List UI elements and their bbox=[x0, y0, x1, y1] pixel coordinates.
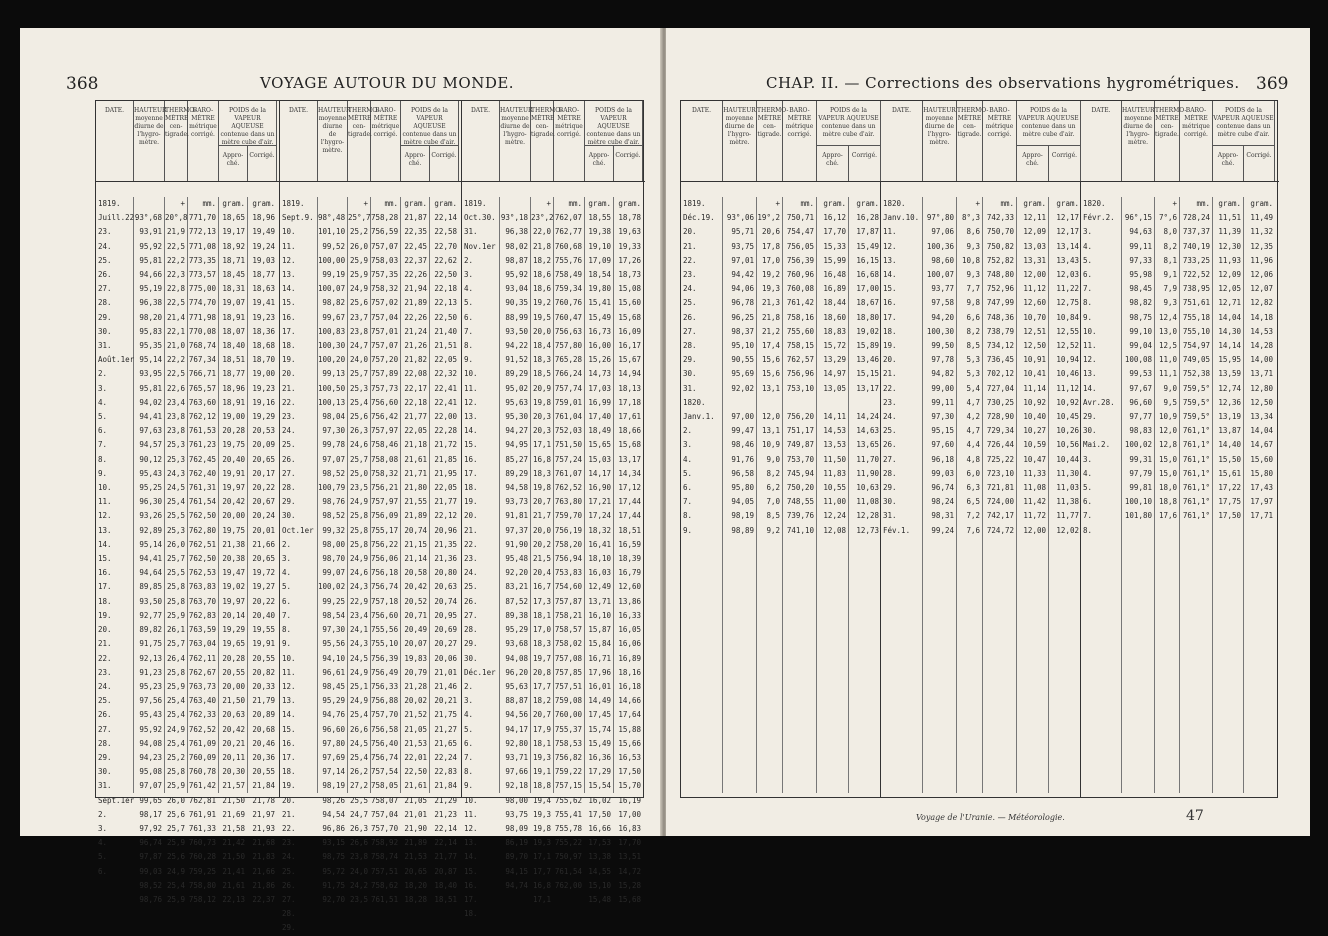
table-block-5 bbox=[881, 101, 1081, 797]
header-hauteur: HAUTEUR moyenne diurne de l'hygro-mètre. bbox=[500, 101, 531, 181]
header-baro: BARO-MÈTRE métrique corrigé. bbox=[188, 101, 219, 181]
column-baro: mm. 750,71 754,47 756,05 756,39 760,96 760,08 761,42 758,16 755,60 758,15 762,57 756,96 753,10 756,20 751,17 749,87 753,70 745,94 750,20 748,55 739,76 741,10 bbox=[783, 197, 817, 793]
column-corrige: gram. 18,96 19,49 19,24 19,03 18,77 18,63 19,41 19,23 18,36 18,68 18,70 19,00 19,23 19,16 19,29 20,53 20,09 20,65 20,17 20,22 20,67 20,24 20,01 21,66 20,65 19,72 19,27 20,22 20,40 19,55 19,91 20,55 20,82 20,33 21,79 20,89 20,68 20,46 20,36 20,55 21,84 21,78 21,97 21,93 21,68 21,83 21,66 21,86 22,37 bbox=[252, 199, 275, 904]
header-baro: BARO-MÈTRE métrique corrigé. bbox=[983, 101, 1017, 181]
signature-mark: 47 bbox=[1186, 808, 1204, 824]
column-baro: mm. 771,70 772,13 771,08 773,35 773,57 775,00 774,70 771,98 770,08 768,74 767,34 766,71 765,57 763,60 762,12 761,53 761,23 762,45 762,40 761,31 761,54 762,50 762,80 762,51 762,50 762,53 763,83 763,70 762,83 763,59 763,04 762,11 762,67 763,73 763,40 762,33 762,52 761,09 760,09 760,78 761,42 762,81 761,91 761,33 760,73 760,28 759,25 758,80 758,12 bbox=[188, 197, 219, 793]
column-thermo: + 20°,8 21,9 22,5 22,2 22,3 22,8 22,5 21,4 22,1 21,0 22,2 22,5 22,6 23,4 23,8 23,8 25,3 25,3 24,3 24,5 25,4 25,5 25,3 26,0 25,7 25,5 25,8 25,8 25,9 26,1 25,7 26,4 25,8 25,9 25,4 25,4 24,9 25,4 25,2 25,8 25,9 26,0 25,6 25,7 25,9 25,6 24,9 25,4 25,9 bbox=[165, 199, 188, 904]
header-baro: BARO-MÈTRE métrique corrigé. bbox=[1180, 101, 1213, 181]
header-thermo: THERMO-MÈTRE cen-tigrade. bbox=[1155, 101, 1180, 181]
header-corrige: Corrigé. bbox=[614, 145, 643, 181]
book-spread bbox=[20, 28, 1310, 933]
column-approx: gram. 16,12 17,70 15,33 15,99 16,48 16,89 18,44 18,60 18,83 15,72 13,29 14,97 13,05 14,11 14,53 13,53 11,50 11,83 10,55 11,00 12,24 12,08 bbox=[817, 197, 849, 793]
left-page-number: 368 bbox=[66, 74, 99, 94]
header-hauteur: HAUTEUR moyenne diurne de l'hygro-mètre. bbox=[1122, 101, 1155, 181]
right-page bbox=[666, 28, 1310, 836]
column-corrige: gram. 22,14 22,58 22,70 22,62 22,50 22,18 22,13 22,50 21,40 21,51 22,05 22,32 22,41 22,41 22,00 22,28 21,72 21,85 21,95 22,05 21,77 22,12 20,96 21,35 21,36 20,80 20,63 20,74 20,95 20,69 20,27 20,06 21,01 21,46 20,21 21,75 21,27 21,65 22,24 22,83 21,84 21,29 21,23 22,14 22,14 21,77 20,87 18,40 18,51 bbox=[434, 199, 457, 904]
header-thermo: THERMO-MÈTRE cen-tigrade. bbox=[165, 101, 188, 181]
header-date: DATE. bbox=[1081, 101, 1122, 181]
table-header bbox=[96, 101, 279, 182]
header-approx: Appro-ché. bbox=[817, 145, 849, 181]
header-thermo: THERMO-MÈTRE cen-tigrade. bbox=[957, 101, 983, 181]
table-block-2 bbox=[280, 101, 462, 933]
header-corrige: Corrigé. bbox=[1049, 145, 1081, 181]
table-header bbox=[462, 101, 645, 182]
header-hauteur: HAUTEUR moyenne diurne de l'hygro-mètre. bbox=[318, 101, 348, 181]
table-block-1 bbox=[96, 101, 280, 904]
table-header bbox=[881, 101, 1080, 182]
column-thermo: + 8°,3 8,6 9,3 10,8 9,3 7,7 9,8 6,6 8,2 8,5 5,3 5,3 5,4 4,7 4,2 4,7 4,4 4,8 6,0 6,3 6,5 7,2 7,6 bbox=[957, 197, 983, 793]
header-thermo: THERMO-MÈTRE cen-tigrade. bbox=[531, 101, 554, 181]
header-poids: POIDS de la VAPEUR AQUEUSE contenue dans un mètre cube d'air. bbox=[401, 101, 459, 145]
header-hauteur: HAUTEUR moyenne diurne de l'hygro-mètre. bbox=[923, 101, 957, 181]
column-dates: 1819. Déc.19. 20. 21. 22. 23. 24. 25. 26. 27. 28. 29. 30. 31. 1820. Janv.1. 2. 3. 4. 5. 6. 7. 8. 9. bbox=[681, 197, 723, 793]
right-table bbox=[680, 100, 1278, 798]
column-approx: gram. 18,65 19,17 18,92 18,71 18,45 18,31 19,07 18,91 18,07 18,40 18,51 18,77 18,96 18,91 19,00 20,28 19,75 20,40 19,91 19,97 20,42 20,00 19,75 21,38 20,38 19,47 19,02 19,97 20,14 19,29 19,65 20,28 20,55 20,00 21,50 20,63 20,42 20,21 20,11 20,30 21,57 21,50 21,69 21,58 21,42 21,50 21,41 21,61 22,13 bbox=[219, 197, 248, 793]
header-baro: BARO-MÈTRE métrique corrigé. bbox=[371, 101, 401, 181]
column-dates: 1820. Janv.10. 11. 12. 13. 14. 15. 16. 17. 18. 19. 20. 21. 22. 23. 24. 25. 26. 27. 28. 29. 30. 31. Fév.1. bbox=[881, 197, 923, 793]
header-date: DATE. bbox=[881, 101, 923, 181]
header-poids: POIDS de la VAPEUR AQUEUSE contenue dans un mètre cube d'air. bbox=[817, 101, 881, 145]
right-page-number: 369 bbox=[1256, 74, 1289, 94]
header-date: DATE. bbox=[462, 101, 500, 181]
column-approx: gram. 12,11 12,09 13,03 13,31 12,00 11,12 12,60 10,70 12,51 12,50 10,91 10,41 11,14 10,92 10,40 10,27 10,59 10,47 11,33 11,08 11,42 11,72 12,00 bbox=[1017, 197, 1049, 793]
header-corrige: Corrigé. bbox=[849, 145, 881, 181]
header-poids: POIDS de la VAPEUR AQUEUSE contenue dans un mètre cube d'air. bbox=[1213, 101, 1275, 145]
header-approx: Appro-ché. bbox=[1017, 145, 1049, 181]
header-poids: POIDS de la VAPEUR AQUEUSE contenue dans un mètre cube d'air. bbox=[585, 101, 643, 145]
column-approx: gram. 11,51 11,39 12,30 11,93 12,09 12,05 12,71 14,04 14,30 14,14 15,95 13,59 12,74 12,36 13,19 13,87 14,40 15,50 15,61 17,22 17,75 17,50 bbox=[1213, 197, 1244, 793]
column-dates: 1819. Sept.9. 10. 11. 12. 13. 14. 15. 16. 17. 18. 19. 20. 21. 22. 23. 24. 25. 26. 27. 28. 29. 30. Oct.1er 2. 3. 4. 5. 6. 7. 8. 9. 10. 11. 12. 13. 14. 15. 16. 17. 18. 19. 20. 21. 22. 23. 24. 25. 26. 27. 28. 29. bbox=[280, 197, 318, 793]
table-block-3 bbox=[462, 101, 645, 919]
column-dates: 1820. Févr.2. 3. 4. 5. 6. 7. 8. 9. 10. 11. 12. 13. 14. Avr.28. 29. 30. Mai.2. 3. 4. 5. 6. 7. 8. bbox=[1081, 197, 1122, 793]
column-dates: 1819. Juill.22. 23. 24. 25. 26. 27. 28. 29. 30. 31. Août.1er 2. 3. 4. 5. 6. 7. 8. 9. 10. 11. 12. 13. 14. 15. 16. 17. 18. 19. 20. 21. 22. 23. 24. 25. 26. 27. 28. 29. 30. 31. Sept.1er 2. 3. 4. 5. 6. bbox=[98, 199, 139, 876]
table-header bbox=[280, 101, 461, 182]
column-corrige: gram. 12,17 12,17 13,14 13,43 12,03 11,22 12,75 10,84 12,55 12,52 10,94 10,46 11,12 10,92 10,45 10,26 10,56 10,44 11,30 11,03 11,38 11,77 12,02 bbox=[1056, 199, 1079, 535]
header-corrige: Corrigé. bbox=[430, 145, 459, 181]
right-running-head: CHAP. II. — Corrections des observations hygrométriques. bbox=[766, 74, 1240, 92]
table-header bbox=[681, 101, 880, 182]
header-approx: Appro-ché. bbox=[585, 145, 614, 181]
header-thermo: THERMO-MÈTRE cen-tigrade. bbox=[757, 101, 783, 181]
header-poids: POIDS de la VAPEUR AQUEUSE contenue dans un mètre cube d'air. bbox=[1017, 101, 1081, 145]
left-running-head: VOYAGE AUTOUR DU MONDE. bbox=[260, 74, 515, 92]
column-hygro: 97°,80 97,06 100,36 98,60 100,07 93,77 97,58 94,20 100,30 99,50 97,78 94,82 99,00 99,11 97,30 95,15 97,60 96,18 99,03 96,74 98,24 98,31 99,24 bbox=[923, 197, 957, 793]
left-table bbox=[95, 100, 644, 933]
column-thermo: + 19°,2 20,6 17,8 17,0 19,2 19,3 21,3 21,8 21,2 17,4 15,6 15,6 13,1 12,0 13,1 10,9 9,0 8,2 6,2 7,0 8,5 9,2 bbox=[757, 197, 783, 793]
header-date: DATE. bbox=[681, 101, 723, 181]
column-corrige: gram. 11,49 11,32 12,35 11,96 12,06 12,07 12,82 14,18 14,53 14,28 14,00 13,71 12,80 12,50 13,34 14,04 14,67 15,60 15,80 17,43 17,97 17,71 bbox=[1250, 199, 1273, 521]
column-hygro: 93°,68 93,91 95,92 95,81 94,66 95,19 96,38 98,20 95,83 95,35 95,14 93,95 95,81 94,02 94,41 97,63 94,57 90,12 95,43 95,25 96,30 93,26 92,89 95,14 94,41 94,64 89,85 93,50 92,77 89,82 91,75 92,13 91,23 95,23 97,56 95,43 95,92 94,08 94,23 95,08 97,07 99,65 98,17 97,92 96,74 97,87 99,03 98,52 98,76 bbox=[134, 197, 165, 793]
column-corrige: gram. 16,28 17,87 15,49 16,15 16,68 17,00 18,67 18,80 19,02 15,89 13,46 15,15 13,17 14,24 14,63 13,65 11,70 11,90 10,63 11,08 12,28 12,73 bbox=[856, 199, 879, 535]
column-thermo: + 25°,7 25,2 26,0 25,9 25,9 24,9 25,6 23,7 23,8 24,7 24,0 25,7 25,3 25,4 25,6 26,3 24,6 25,7 25,0 23,5 24,9 25,8 25,8 25,8 24,9 24,6 24,3 22,9 23,4 24,1 24,3 24,5 24,9 25,1 24,9 25,4 26,6 24,5 25,4 26,2 27,2 25,5 24,7 26,3 26,6 23,8 24,0 24,2 23,5 bbox=[348, 199, 371, 904]
column-corrige: gram. 18,78 19,63 19,33 17,26 18,73 15,08 15,60 15,68 16,09 16,17 15,67 14,94 18,13 17,18 17,61 18,66 15,68 13,17 14,34 17,12 17,44 17,44 18,51 16,59 18,39 16,79 12,60 13,86 16,33 16,05 16,06 16,89 18,16 16,18 14,66 17,64 15,88 15,66 16,53 17,50 15,70 16,19 17,00 16,83 17,70 13,51 14,72 15,28 15,68 bbox=[618, 199, 641, 904]
table-header bbox=[1081, 101, 1279, 182]
header-date: DATE. bbox=[96, 101, 134, 181]
header-corrige: Corrigé. bbox=[248, 145, 277, 181]
header-corrige: Corrigé. bbox=[1244, 145, 1275, 181]
header-poids: POIDS de la VAPEUR AQUEUSE contenue dans un mètre cube d'air. bbox=[219, 101, 277, 145]
header-hauteur: HAUTEUR moyenne diurne de l'hygro-mètre. bbox=[134, 101, 165, 181]
table-block-6 bbox=[1081, 101, 1279, 797]
column-approx: gram. 21,87 22,35 22,45 22,37 22,26 21,94 21,89 22,26 21,24 21,26 21,82 22,08 22,17 22,18 21,77 22,05 21,18 21,61 21,71 21,80 21,55 21,89 20,74 21,15 21,14 20,58 20,42 20,52 20,71 20,49 20,07 19,83 20,79 21,28 20,02 21,52 21,05 21,53 22,01 22,50 21,61 21,05 21,01 21,90 21,89 21,53 20,65 18,20 18,28 bbox=[401, 197, 430, 793]
header-baro: BARO-MÈTRE métrique corrigé. bbox=[554, 101, 585, 181]
column-hygro: 96°,15 94,63 99,11 97,33 95,98 98,45 98,82 98,75 99,10 99,04 100,08 99,53 97,67 96,60 97,77 98,83 100,02 99,31 97,79 99,81 100,10 101,80 bbox=[1122, 197, 1155, 793]
column-thermo: + 7°,6 8,0 8,2 8,1 9,1 7,9 9,3 12,4 13,0 12,5 11,0 11,1 9,0 9,5 10,9 12,0 12,8 15,0 15,0 18,0 18,8 17,6 bbox=[1155, 197, 1180, 793]
column-baro: mm. 762,07 762,77 760,68 755,76 758,49 759,34 760,76 760,47 756,63 757,80 765,28 766,24 757,74 759,01 761,04 752,03 751,50 757,24 761,07 762,52 763,80 759,70 756,19 758,20 756,94 753,83 754,60 757,87 758,21 758,57 758,02 757,08 757,85 757,51 759,08 760,00 755,37 758,53 756,82 759,22 757,15 755,62 755,41 755,78 755,22 750,97 761,54 762,00 bbox=[554, 197, 585, 793]
header-hauteur: HAUTEUR moyenne diurne de l'hygro-mètre. bbox=[723, 101, 757, 181]
column-hygro: 93°,06 95,71 93,75 97,01 94,42 94,06 96,78 96,25 98,37 95,10 90,55 95,69 92,02 97,00 99,47 98,46 91,76 96,58 95,80 94,05 98,19 98,89 bbox=[723, 197, 757, 793]
column-dates: 1819. Oct.30. 31. Nov.1er 2. 3. 4. 5. 6. 7. 8. 9. 10. 11. 12. 13. 14. 15. 16. 17. 18. 19. 20. 21. 22. 23. 24. 25. 26. 27. 28. 29. 30. Déc.1er 2. 3. 4. 5. 6. 7. 8. 9. 10. 11. 12. 13. 14. 15. 16. 17. 18. bbox=[462, 197, 500, 793]
header-thermo: THERMO-MÈTRE cen-tigrade. bbox=[348, 101, 371, 181]
column-baro: mm. 742,33 750,70 750,82 752,82 748,80 752,96 747,99 748,36 738,79 734,12 736,45 702,12 727,04 730,25 728,90 729,34 726,44 725,22 723,10 721,81 724,00 742,17 724,72 bbox=[983, 197, 1017, 793]
page-footer: Voyage de l'Uranie. — Météorologie. bbox=[916, 813, 1065, 822]
left-page bbox=[20, 28, 662, 933]
header-approx: Appro-ché. bbox=[401, 145, 430, 181]
header-approx: Appro-ché. bbox=[219, 145, 248, 181]
column-baro: mm. 728,24 737,37 740,19 733,25 722,52 738,95 751,61 755,18 755,10 754,97 749,05 752,38 759,5° 759,5° 759,5° 761,1° 761,1° 761,1° 761,1° 761,1° 761,1° 761,1° bbox=[1180, 197, 1213, 793]
column-approx: gram. 18,55 19,38 19,10 17,09 18,54 19,80 15,41 15,49 16,73 16,00 15,26 14,73 17,03 16,99 17,40 18,49 15,65 15,03 14,17 16,90 17,21 17,24 18,32 16,41 18,10 16,03 12,49 13,71 16,10 15,87 15,84 16,71 17,96 16,01 14,49 17,45 15,74 15,49 16,36 17,29 15,54 16,02 17,50 16,66 17,53 13,38 14,55 15,10 15,48 bbox=[585, 197, 614, 793]
header-date: DATE. bbox=[280, 101, 318, 181]
header-approx: Appro-ché. bbox=[1213, 145, 1244, 181]
column-thermo: + 23°,2 22,0 21,8 18,2 18,6 18,6 19,2 19,5 20,0 18,4 18,3 18,5 20,9 19,8 20,3 20,3 17,1 16,8 18,3 19,8 20,7 21,7 20,0 20,2 21,5 20,4 16,7 17,3 18,1 17,0 18,3 19,7 20,8 17,7 18,2 20,7 17,9 18,1 19,3 19,1 18,8 19,4 19,3 19,8 19,3 17,1 17,7 16,8 17,1 bbox=[531, 199, 554, 904]
header-baro: BARO-MÈTRE métrique corrigé. bbox=[783, 101, 817, 181]
column-baro: mm. 758,28 756,59 757,07 758,03 757,35 758,32 757,02 757,04 757,01 757,07 757,20 757,89 757,73 756,60 756,42 757,97 758,46 758,08 758,32 756,21 757,97 756,09 755,17 756,22 756,06 756,18 756,74 757,18 756,60 755,56 755,10 756,39 756,49 756,33 756,88 757,70 756,58 756,40 756,74 757,54 758,05 758,07 757,04 757,70 758,92 758,74 757,51 758,62 761,51 bbox=[371, 197, 401, 793]
column-hygro: 98°,48 101,10 99,52 100,00 99,19 100,07 98,82 99,67 100,83 100,30 100,20 99,13 100,50 100,13 98,04 97,30 99,78 97,07 98,52 100,79 98,76 98,52 99,32 98,00 98,70 99,07 100,02 99,25 98,54 97,30 95,56 94,10 96,61 98,45 95,29 94,76 96,60 97,80 97,69 97,14 98,19 98,26 94,54 96,86 93,15 98,75 95,72 91,75 92,70 bbox=[318, 197, 348, 793]
column-hygro: 93°,18 96,38 98,02 98,87 95,92 93,04 90,35 88,99 93,50 94,22 91,52 89,29 95,02 95,63 95,30 94,27 94,95 85,27 89,29 94,58 93,73 91,81 97,37 91,90 95,48 92,20 83,21 87,52 89,38 95,29 93,68 94,08 96,20 95,63 88,87 94,56 94,17 92,80 93,71 97,66 92,18 98,00 93,75 98,09 86,19 89,70 94,15 94,74 bbox=[500, 197, 531, 793]
table-block-4 bbox=[681, 101, 881, 797]
